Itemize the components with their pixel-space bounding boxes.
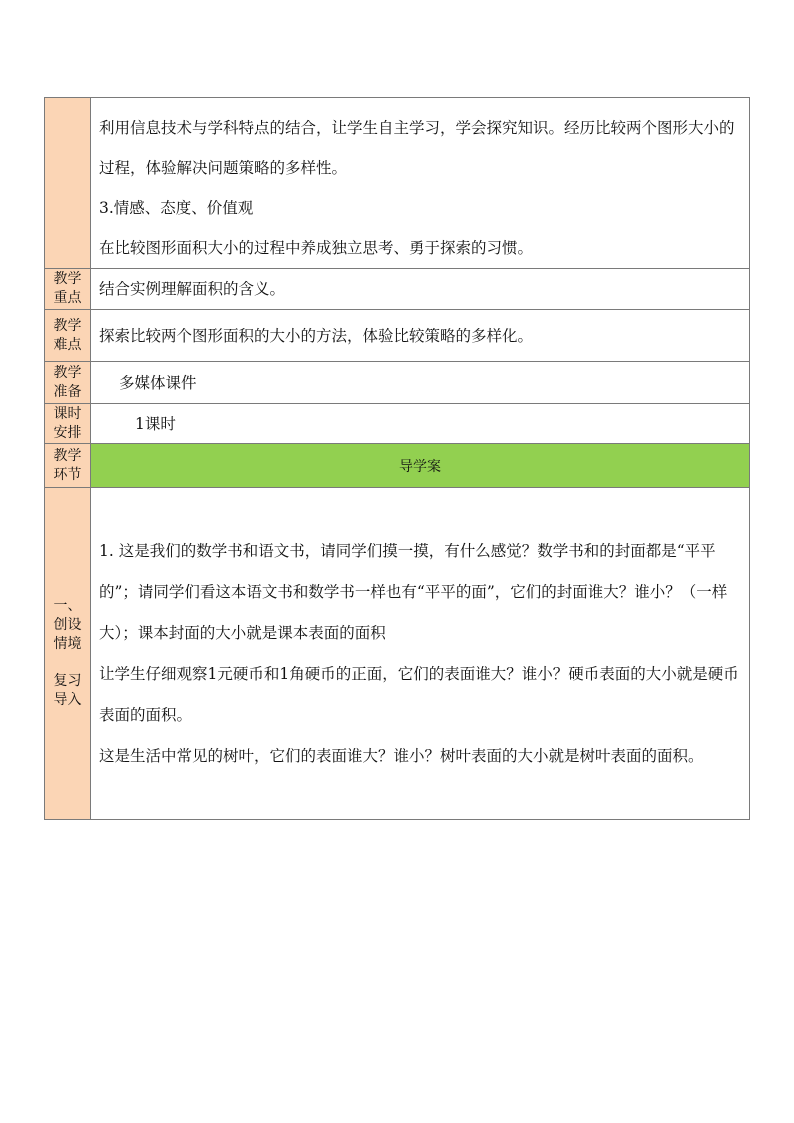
teaching-preparation-cell [91, 362, 750, 404]
guided-study-header: 导学案 [91, 444, 750, 488]
process-method-text: 利用信息技术与学科特点的结合，让学生自主学习，学会探究知识。经历比较两个图形大小的过程，体验解决问题策略的多样性。 [99, 119, 735, 177]
teaching-difficulty-text: 探索比较两个图形面积的大小的方法，体验比较策略的多样化。 [91, 310, 750, 362]
teaching-difficulty-label: 教学 难点 [45, 310, 91, 362]
class-schedule-cell [91, 404, 750, 444]
teaching-preparation-label: 教学 准备 [45, 362, 91, 404]
objectives-content [91, 98, 750, 269]
intro-stage-row [45, 488, 750, 820]
intro-paragraph-coins: 让学生仔细观察1元硬币和1角硬币的正面，它们的表面谁大？谁小？硬币表面的大小就是硬币表面的面积。 [99, 664, 739, 724]
class-schedule-label: 课时 安排 [45, 404, 91, 444]
teaching-preparation-row [45, 362, 750, 404]
intro-stage-content [91, 488, 750, 820]
emotion-text: 在比较图形面积大小的过程中养成独立思考、勇于探索的习惯。 [99, 239, 534, 257]
teaching-stage-label: 教学 环节 [45, 444, 91, 488]
teaching-focus-label: 教学 重点 [45, 269, 91, 310]
teaching-focus-text: 结合实例理解面积的含义。 [91, 269, 750, 310]
teaching-stage-row [45, 444, 750, 488]
class-schedule-row [45, 404, 750, 444]
class-schedule-text: 1课时 [135, 414, 176, 433]
teaching-focus-row [45, 269, 750, 310]
lesson-plan-table [44, 97, 750, 820]
teaching-difficulty-row [45, 310, 750, 362]
objectives-label-cell [45, 98, 91, 269]
emotion-heading: 3.情感、态度、价值观 [99, 199, 254, 217]
intro-stage-label: 一、 创设 情境 复习 导入 [45, 488, 91, 820]
intro-paragraph-books: 1. 这是我们的数学书和语文书，请同学们摸一摸，有什么感觉？数学书和的封面都是“平平的”；请同学们看这本语文书和数学书一样也有“平平的面”，它们的封面谁大？谁小？（一样大）；课本封面的大小就是课本表面的面积 [99, 541, 728, 642]
objectives-row [45, 98, 750, 269]
teaching-preparation-text: 多媒体课件 [119, 373, 197, 392]
intro-paragraph-leaves: 这是生活中常见的树叶，它们的表面谁大？谁小？树叶表面的大小就是树叶表面的面积。 [99, 746, 704, 765]
